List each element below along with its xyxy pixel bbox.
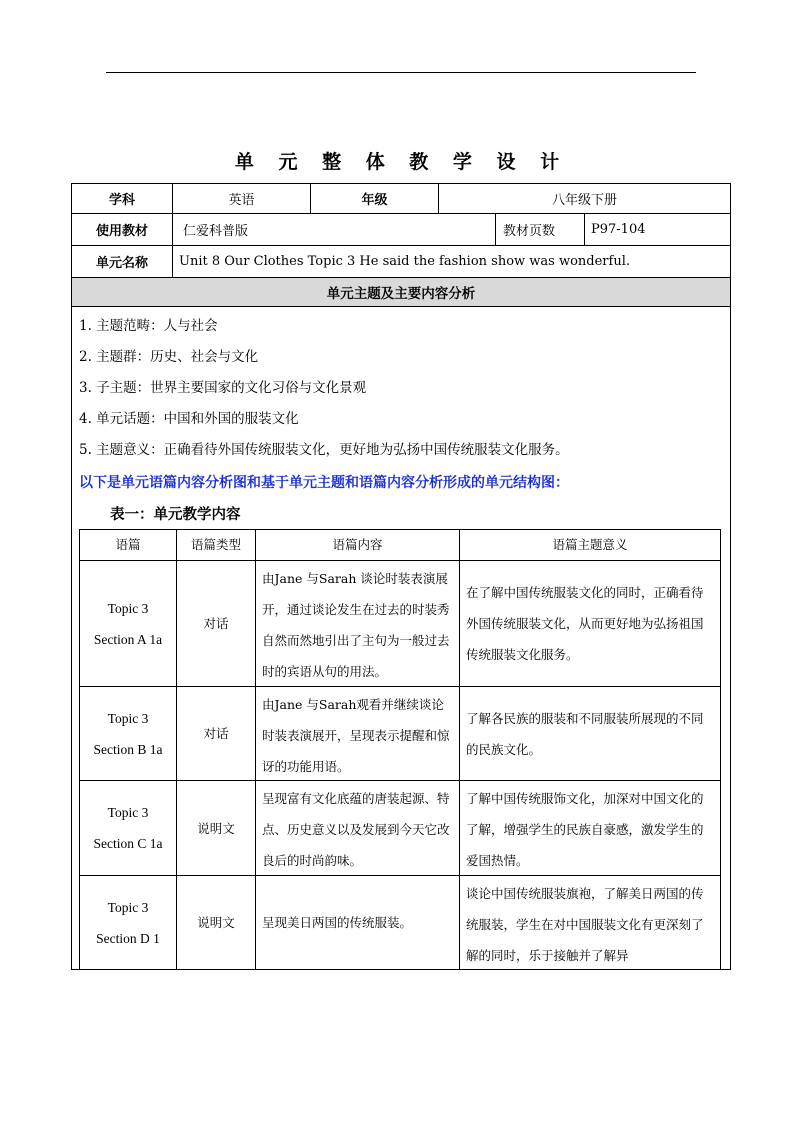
subject-label: 学科 [71, 183, 173, 214]
analysis-header: 单元主题及主要内容分析 [71, 277, 731, 307]
subject-value: 英语 [172, 183, 311, 214]
text-meaning: 在了解中国传统服装文化的同时，正确看待外国传统服装文化，从而更好地为弘扬祖国传统服装文化服务。 [459, 560, 721, 687]
section-topic: Topic 3 [107, 899, 149, 915]
table-row [79, 560, 177, 687]
text-meaning: 谈论中国传统服装旗袍，了解美日两国的传统服装，学生在对中国服装文化有更深刻了解的同时，乐于接触并了解异 [459, 875, 721, 970]
textbook-value: 仁爱科普版 [172, 213, 496, 246]
table-header: 语篇类型 [176, 529, 256, 561]
section-name: Section C 1a [93, 836, 163, 851]
analysis-item: 1. 主题范畴：人与社会 [79, 318, 218, 334]
section-topic: Topic 3 [107, 710, 149, 726]
page-title: 单 元 整 体 教 学 设 计 [234, 151, 569, 173]
text-content: 由Jane 与Sarah观看并继续谈论时装表演展开，呈现表示提醒和惊讶的功能用语。 [255, 686, 460, 781]
table-header: 语篇内容 [255, 529, 460, 561]
header-rule [106, 72, 696, 73]
grade-value: 八年级下册 [438, 183, 731, 214]
text-type: 对话 [176, 686, 256, 781]
section-name: Section B 1a [93, 741, 163, 757]
table-header: 语篇主题意义 [459, 529, 721, 561]
table-header: 语篇 [79, 529, 177, 561]
table-row [79, 780, 177, 876]
analysis-item: 4. 单元话题：中国和外国的服装文化 [79, 411, 299, 427]
analysis-item: 2. 主题群：历史、社会与文化 [79, 349, 259, 365]
text-meaning: 了解各民族的服装和不同服装所展现的不同的民族文化。 [459, 686, 721, 781]
text-content: 呈现富有文化底蕴的唐装起源、特点、历史意义以及发展到今天它改良后的时尚韵味。 [255, 780, 460, 876]
table-row [79, 875, 177, 970]
text-content: 呈现美日两国的传统服装。 [255, 875, 460, 970]
analysis-item: 3. 子主题：世界主要国家的文化习俗与文化景观 [79, 380, 367, 396]
text-type: 说明文 [176, 780, 256, 876]
text-type: 对话 [176, 560, 256, 687]
section-name: Section A 1a [93, 631, 163, 647]
section-name: Section D 1 [96, 930, 160, 946]
pages-value: P97-104 [584, 213, 731, 246]
text-content: 由Jane 与Sarah 谈论时装表演展开，通过谈论发生在过去的时装秀自然而然地引出了主句为一般过去时的宾语从句的用法。 [255, 560, 460, 687]
table-title: 表一：单元教学内容 [110, 506, 241, 523]
analysis-item: 5. 主题意义：正确看待外国传统服装文化，更好地为弘扬中国传统服装文化服务。 [79, 442, 569, 458]
pages-label: 教材页数 [495, 213, 585, 246]
section-topic: Topic 3 [107, 805, 149, 820]
text-meaning: 了解中国传统服饰文化，加深对中国文化的了解，增强学生的民族自豪感，激发学生的爱国热情。 [459, 780, 721, 876]
unit-value: Unit 8 Our Clothes Topic 3 He said the fashion show was wonderful. [172, 245, 731, 278]
unit-label: 单元名称 [71, 245, 173, 278]
table-row [79, 686, 177, 781]
textbook-label: 使用教材 [71, 213, 173, 246]
text-type: 说明文 [176, 875, 256, 970]
structure-note: 以下是单元语篇内容分析图和基于单元主题和语篇内容分析形成的单元结构图： [79, 475, 569, 491]
section-topic: Topic 3 [107, 600, 149, 616]
grade-label: 年级 [310, 183, 439, 214]
